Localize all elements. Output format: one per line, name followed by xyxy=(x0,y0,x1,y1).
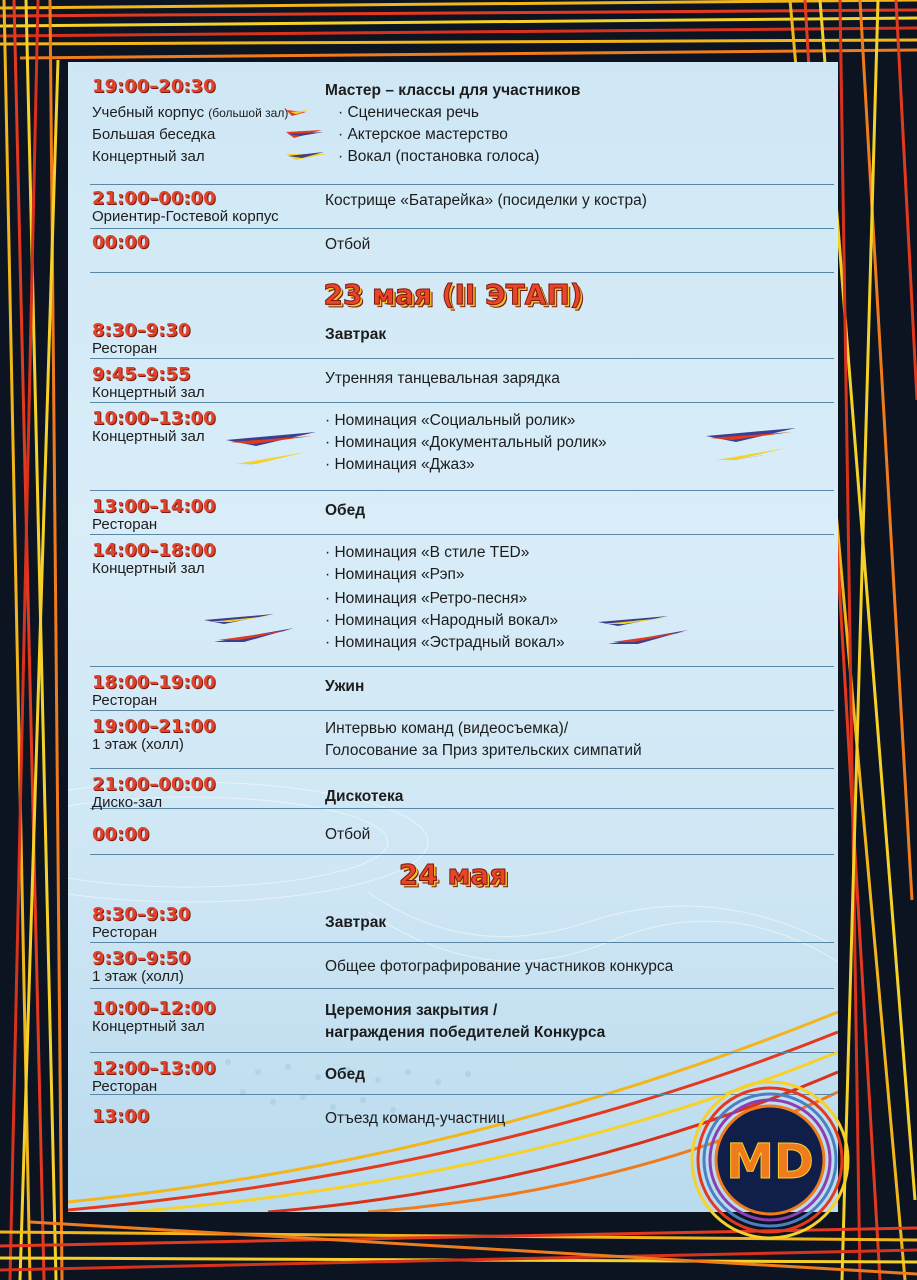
place-label: Большая беседка xyxy=(92,126,216,143)
time-label: 21:00–00:00 xyxy=(92,188,216,209)
event-item: · Номинация «В стиле TED» xyxy=(325,544,530,561)
event-item: · Сценическая речь xyxy=(338,104,479,121)
time-label: 9:30–9:50 xyxy=(92,948,191,969)
event-label: Отбой xyxy=(325,236,371,253)
event-item: · Номинация «Документальный ролик» xyxy=(325,434,607,451)
event-line: Церемония закрытия / xyxy=(325,1002,498,1019)
place-label: 1 этаж (холл) xyxy=(92,968,184,985)
place-label: Учебный корпус (большой зал) xyxy=(92,104,289,121)
schedule-row xyxy=(90,904,834,943)
time-label: 13:00–14:00 xyxy=(92,496,216,517)
time-label: 9:45–9:55 xyxy=(92,364,191,385)
day-title: 23 мая (II ЭТАП) xyxy=(323,278,583,311)
time-label: 10:00–12:00 xyxy=(92,998,216,1019)
place-label: Ориентир-Гостевой корпус xyxy=(92,208,279,225)
event-item: · Номинация «Народный вокал» xyxy=(325,612,559,629)
time-label: 12:00–13:00 xyxy=(92,1058,216,1079)
event-item: · Номинация «Рэп» xyxy=(325,566,465,583)
event-label: Завтрак xyxy=(325,326,387,343)
schedule-row xyxy=(90,716,834,769)
event-label: Завтрак xyxy=(325,914,387,931)
event-label: Ужин xyxy=(325,678,365,695)
schedule-row xyxy=(90,232,834,273)
schedule-row xyxy=(90,320,834,359)
place-label: Ресторан xyxy=(92,516,158,533)
event-line: Интервью команд (видеосъемка)/ xyxy=(325,720,569,737)
place-label: Концертный зал xyxy=(92,1018,205,1035)
time-label: 13:00 xyxy=(92,1106,150,1127)
time-label: 00:00 xyxy=(92,824,150,845)
schedule-row xyxy=(90,774,834,809)
event-label: Общее фотографирование участников конкурса xyxy=(325,958,674,975)
place-label: Ресторан xyxy=(92,692,158,709)
place-label: Ресторан xyxy=(92,1078,158,1095)
place-label: Концертный зал xyxy=(92,384,205,401)
event-label: Кострище «Батарейка» (посиделки у костра) xyxy=(325,192,647,209)
event-item: · Номинация «Социальный ролик» xyxy=(325,412,576,429)
place-label: Ресторан xyxy=(92,340,158,357)
event-label: Дискотека xyxy=(325,788,404,805)
place-label: Концертный зал xyxy=(92,428,205,445)
time-label: 8:30–9:30 xyxy=(92,904,191,925)
schedule-row xyxy=(90,76,834,185)
streak-decoration xyxy=(706,426,796,466)
place-label: 1 этаж (холл) xyxy=(92,736,184,753)
schedule-row xyxy=(90,824,834,855)
event-item: · Номинация «Эстрадный вокал» xyxy=(325,634,565,651)
logo-text: MD xyxy=(726,1134,814,1190)
place-label: Диско-зал xyxy=(92,794,163,811)
place-label: Концертный зал xyxy=(92,560,205,577)
time-label: 00:00 xyxy=(92,232,150,253)
streak-decoration xyxy=(286,94,326,164)
schedule-row xyxy=(90,496,834,535)
place-label: Концертный зал xyxy=(92,148,205,165)
schedule-panel xyxy=(68,62,838,1212)
time-label: 10:00–13:00 xyxy=(92,408,216,429)
schedule-row xyxy=(90,540,834,667)
schedule-row xyxy=(90,998,834,1053)
place-label: Ресторан xyxy=(92,924,158,941)
streak-decoration xyxy=(226,430,316,470)
event-label: Утренняя танцевальная зарядка xyxy=(325,370,560,387)
time-label: 8:30–9:30 xyxy=(92,320,191,341)
event-item: · Номинация «Джаз» xyxy=(325,456,475,473)
time-label: 19:00–20:30 xyxy=(92,76,216,97)
event-label: Обед xyxy=(325,1066,366,1083)
event-label: Отбой xyxy=(325,826,371,843)
event-label: Обед xyxy=(325,502,366,519)
streak-decoration xyxy=(598,612,688,648)
schedule-row xyxy=(90,948,834,989)
event-item: · Вокал (постановка голоса) xyxy=(338,148,540,165)
event-label: Отъезд команд-участниц xyxy=(325,1110,506,1127)
day-title: 24 мая xyxy=(398,858,508,891)
event-title: Мастер – классы для участников xyxy=(325,82,581,99)
time-label: 19:00–21:00 xyxy=(92,716,216,737)
time-label: 14:00–18:00 xyxy=(92,540,216,561)
md-logo xyxy=(690,1080,850,1240)
time-label: 21:00–00:00 xyxy=(92,774,216,795)
event-item: · Номинация «Ретро-песня» xyxy=(325,590,528,607)
event-line: Голосование за Приз зрительских симпатий xyxy=(325,742,642,759)
time-label: 18:00–19:00 xyxy=(92,672,216,693)
event-item: · Актерское мастерство xyxy=(338,126,508,143)
schedule-row xyxy=(90,188,834,229)
streak-decoration xyxy=(204,610,294,646)
schedule-row xyxy=(90,672,834,711)
event-line: награждения победителей Конкурса xyxy=(325,1024,606,1041)
schedule-row xyxy=(90,364,834,403)
